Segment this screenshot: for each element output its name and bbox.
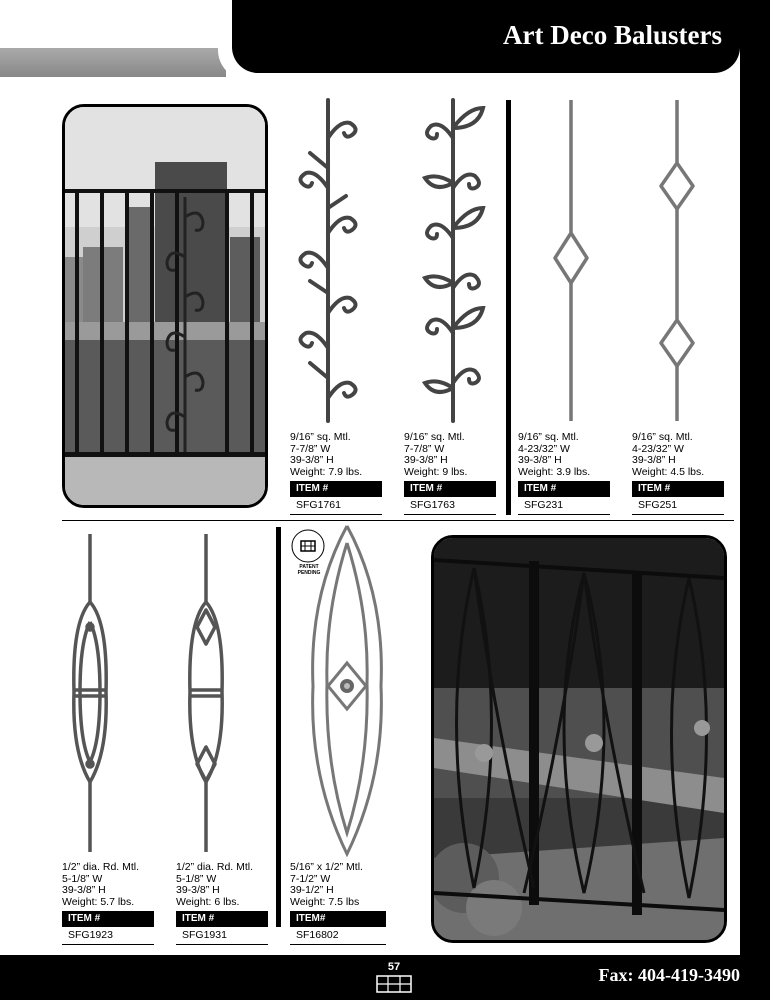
item-label: ITEM #: [632, 481, 724, 497]
spec-line: Weight: 7.5 lbs: [290, 895, 360, 908]
column-divider-bottom: [276, 527, 281, 927]
spec-line: 4-23/32” W: [632, 442, 684, 455]
product-spec-sfg231: [518, 432, 610, 515]
garden-railing-photo: [431, 535, 727, 943]
item-code: SFG231: [518, 497, 610, 515]
spec-line: 7-7/8” W: [404, 442, 445, 455]
spec-line: 4-23/32” W: [518, 442, 570, 455]
product-spec-sfg1763: [404, 432, 496, 515]
spec-line: 39-3/8” H: [518, 454, 562, 466]
column-divider-top: [506, 100, 511, 515]
fax-number: Fax: 404-419-3490: [598, 965, 740, 985]
product-spec-sf16802: [290, 862, 386, 945]
spec-line: Weight: 3.9 lbs.: [518, 465, 591, 478]
item-label: ITEM #: [176, 911, 268, 927]
spec-line: 9/16” sq. Mtl.: [404, 431, 465, 443]
item-code: SFG1761: [290, 497, 382, 515]
baluster-oval-illustration: [308, 523, 386, 858]
header-grey-bar: [0, 48, 226, 77]
baluster-round-diamond-illustration: [184, 532, 229, 854]
product-spec-sfg251: [632, 432, 724, 515]
item-label: ITEM #: [62, 911, 154, 927]
baluster-diamond-double-illustration: [655, 98, 700, 423]
baluster-leaf-illustration: [420, 98, 490, 423]
spec-line: 9/16” sq. Mtl.: [518, 431, 579, 443]
spec-line: 1/2” dia. Rd. Mtl.: [62, 861, 140, 873]
spec-line: 1/2” dia. Rd. Mtl.: [176, 861, 254, 873]
baluster-diamond-illustration: [550, 98, 595, 423]
spec-line: 39-3/8” H: [404, 454, 448, 466]
product-spec-sfg1761: [290, 432, 382, 515]
patent-pending-text: PATENT PENDING: [297, 564, 321, 576]
spec-line: 5/16” x 1/2” Mtl.: [290, 861, 363, 873]
product-spec-sfg1931: [176, 862, 268, 945]
city-railing-photo: [62, 104, 268, 508]
spec-line: Weight: 6 lbs.: [176, 895, 240, 908]
spec-line: 39-3/8” H: [290, 454, 334, 466]
item-code: SFG251: [632, 497, 724, 515]
spec-line: 5-1/8” W: [176, 872, 217, 885]
spec-line: 39-3/8” H: [632, 454, 676, 466]
spec-line: 9/16” sq. Mtl.: [632, 431, 693, 443]
spec-line: 39-3/8” H: [176, 884, 220, 896]
spec-line: 39-1/2” H: [290, 884, 334, 896]
item-code: SFG1931: [176, 927, 268, 945]
page-number: 57: [387, 961, 401, 973]
spec-line: 9/16” sq. Mtl.: [290, 431, 351, 443]
baluster-round-oval-illustration: [68, 532, 113, 854]
product-spec-sfg1923: [62, 862, 154, 945]
spec-line: 39-3/8” H: [62, 884, 106, 896]
railing-logo-icon: [376, 975, 412, 993]
baluster-vine-illustration: [295, 98, 370, 423]
spec-line: 5-1/8” W: [62, 872, 103, 885]
item-code: SF16802: [290, 927, 386, 945]
item-code: SFG1763: [404, 497, 496, 515]
spec-line: 7-7/8” W: [290, 442, 331, 455]
spec-line: Weight: 7.9 lbs.: [290, 465, 363, 478]
item-label: ITEM #: [518, 481, 610, 497]
spec-line: Weight: 4.5 lbs.: [632, 465, 705, 478]
item-label: ITEM #: [404, 481, 496, 497]
spec-line: Weight: 9 lbs.: [404, 465, 468, 478]
spec-line: Weight: 5.7 lbs.: [62, 895, 135, 908]
spec-line: 7-1/2” W: [290, 872, 331, 885]
page-title: Art Deco Balusters: [503, 20, 722, 50]
item-code: SFG1923: [62, 927, 154, 945]
section-divider: [62, 520, 734, 521]
item-label: ITEM#: [290, 911, 386, 927]
item-label: ITEM #: [290, 481, 382, 497]
